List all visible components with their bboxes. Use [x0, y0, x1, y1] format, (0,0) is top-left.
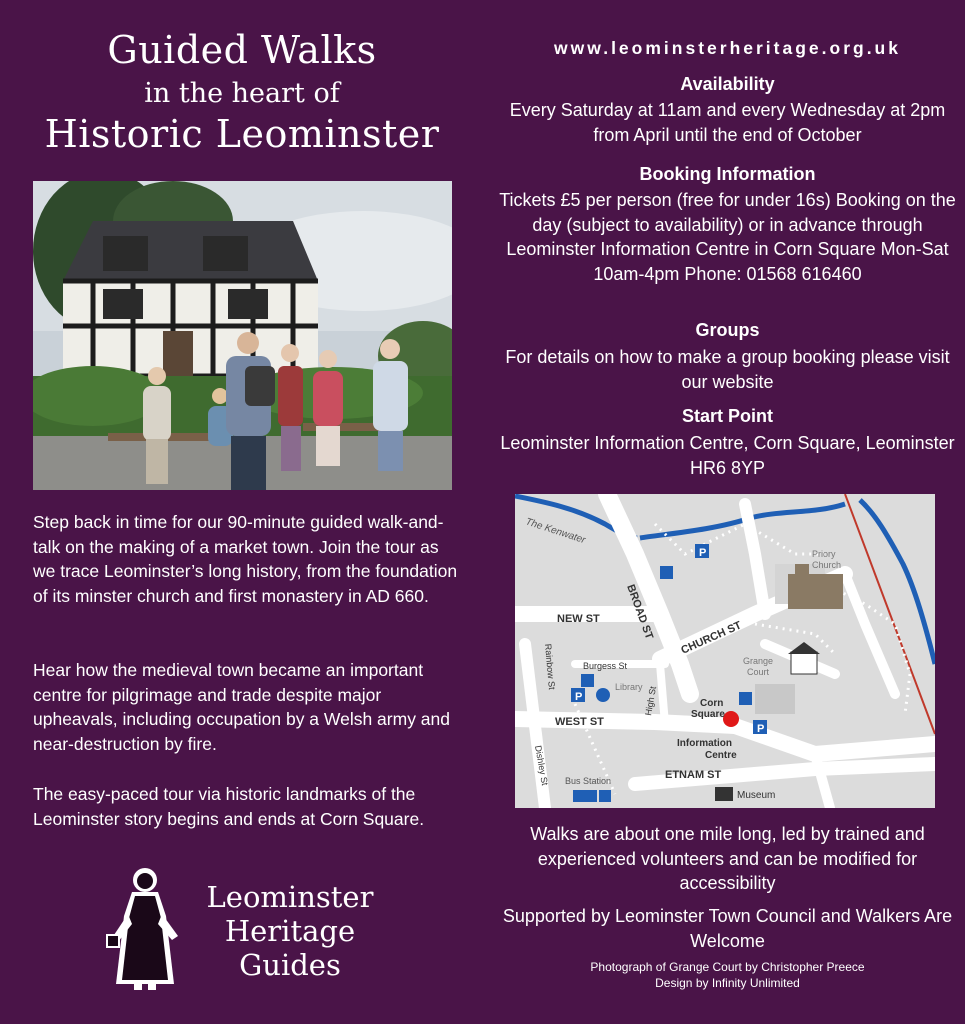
map-label-priory-2: Church: [812, 560, 842, 570]
map-label-broad-st: BROAD ST: [624, 582, 656, 642]
map-label-new-st: NEW ST: [557, 613, 600, 625]
right-column: [490, 0, 965, 1024]
map-label-burgess-st: Burgess St: [583, 661, 628, 671]
map-label-etnam-st: ETNAM ST: [665, 769, 722, 781]
website-link[interactable]: www.leominsterheritage.org.uk: [554, 38, 901, 58]
map-label-priory-1: Priory: [812, 549, 836, 559]
map-label-corn-2: Square: [691, 709, 725, 720]
support-note: Supported by Leominster Town Council and Walkers Are Welcome: [502, 906, 953, 951]
map-label-library: Library: [615, 682, 643, 692]
accessibility-icon: [596, 688, 610, 702]
groups-heading: Groups: [695, 320, 760, 340]
availability-body: Every Saturday at 11am and every Wednesday at 2pm from April until the end of October: [509, 100, 946, 145]
intro-paragraph: Step back in time for our 90-minute guided walk-and-talk on the making of a market town. Join the tour as we trace Leominster’s long history, from the foundation of its minster church and first monastery in AD 660.: [33, 512, 458, 606]
logo-text-line-1: Leominster: [206, 880, 374, 914]
left-column: [0, 0, 480, 1024]
start-point-pin: [723, 711, 739, 727]
map-label-info-1: Information: [677, 738, 732, 749]
monk-figure-logo: [104, 866, 186, 992]
map-label-west-st: WEST ST: [555, 716, 604, 728]
toilet-icon: [599, 790, 611, 802]
groups-body: For details on how to make a group booking please visit our website: [505, 347, 950, 392]
walks-note: Walks are about one mile long, led by trained and experienced volunteers and can be modified for accessibility: [530, 824, 925, 893]
booking-heading: Booking Information: [639, 164, 816, 184]
parking-label-3: P: [757, 723, 765, 735]
map-label-church-st: CHURCH ST: [679, 619, 744, 657]
logo-text-line-2: Heritage: [224, 914, 356, 948]
map-label-grange-1: Grange: [743, 656, 774, 666]
photo-illustration: [33, 181, 452, 490]
tour-paragraph: The easy-paced tour via historic landmarks of the Leominster story begins and ends at Corn Square.: [33, 784, 425, 829]
map-label-grange-2: Court: [747, 667, 770, 677]
title-line-1: Guided Walks: [107, 28, 377, 72]
town-map: [515, 494, 935, 808]
logo-text-line-3: Guides: [239, 948, 341, 982]
history-paragraph: Hear how the medieval town became an important centre for pilgrimage and trade despite major upheavals, including occupation by a Welsh army and near-destruction by fire.: [33, 660, 451, 754]
grange-court-photo: [33, 181, 452, 490]
toilet-icon: [581, 674, 594, 687]
start-point-body: Leominster Information Centre, Corn Square, Leominster HR6 8YP: [500, 433, 955, 478]
title-line-2: in the heart of: [144, 78, 340, 109]
map-label-high-st: High St: [643, 685, 659, 717]
map-label-info-2: Centre: [705, 750, 737, 761]
map-label-kenwater: The Kenwater: [524, 516, 587, 547]
map-label-dishley-st: Dishley St: [533, 744, 550, 787]
map-label-corn-1: Corn: [700, 698, 724, 709]
toilet-icon: [739, 692, 752, 705]
map-label-museum: Museum: [737, 790, 776, 801]
photo-credit: Photograph of Grange Court by Christopher Preece: [590, 960, 865, 974]
toilet-icon: [660, 566, 673, 579]
museum-icon: [715, 787, 733, 801]
map-label-rainbow-st: Rainbow St: [543, 643, 557, 691]
design-credit: Design by Infinity Unlimited: [655, 976, 800, 990]
availability-heading: Availability: [680, 74, 775, 94]
map-label-bus-station: Bus Station: [565, 776, 612, 786]
start-point-heading: Start Point: [681, 406, 773, 426]
parking-label-1: P: [699, 547, 707, 559]
title-line-3: Historic Leominster: [44, 112, 440, 156]
booking-body: Tickets £5 per person (free for under 16s) Booking on the day (subject to availability) or in advance through Leominster Information Centre in Corn Square Mon-Sat 10am-4pm Phone: 01568 616460: [499, 190, 956, 284]
bus-icon: [573, 790, 597, 802]
parking-label-2: P: [575, 691, 583, 703]
